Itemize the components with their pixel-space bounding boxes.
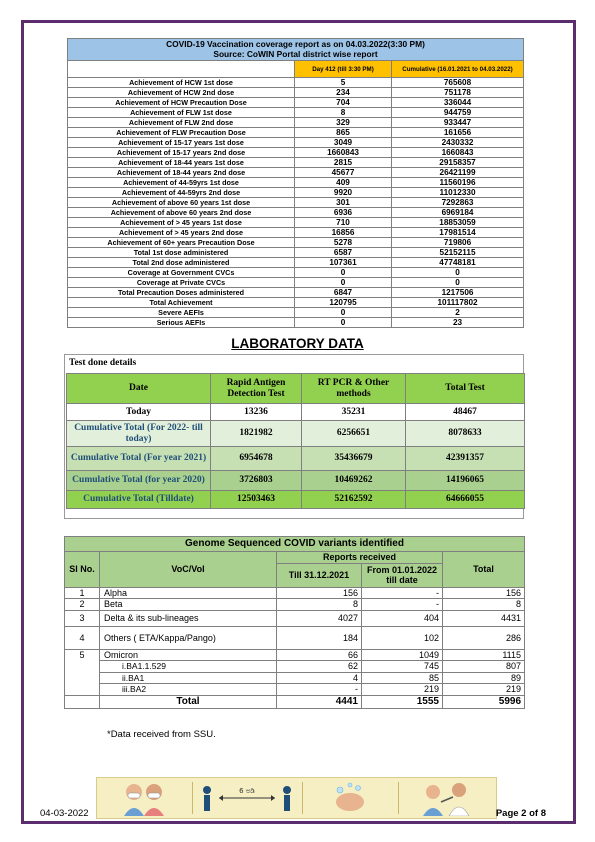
- genome-footnote: *Data received from SSU.: [107, 729, 216, 740]
- vaccination-row: [68, 198, 524, 208]
- lab-row-rtpcr: 52162592: [302, 491, 406, 509]
- genome-total-till: 4441: [277, 695, 362, 708]
- genome-row-sl: 1: [65, 587, 100, 599]
- genome-row-total: 156: [443, 587, 525, 599]
- vaccination-row-day: 0: [295, 278, 392, 288]
- vaccination-row-label: Achievement of 60+ years Precaution Dose: [68, 238, 295, 248]
- vaccination-row-label: Achievement of FLW Precaution Dose: [68, 128, 295, 138]
- vaccination-row-label: Achievement of HCW Precaution Dose: [68, 98, 295, 108]
- lab-row-label: Cumulative Total (for year 2020): [67, 471, 211, 491]
- vaccination-row-label: Achievement of > 45 years 1st dose: [68, 218, 295, 228]
- vaccination-row-label: Achievement of 15-17 years 1st dose: [68, 138, 295, 148]
- vaccination-header-day: Day 412 (till 3:30 PM): [295, 61, 392, 78]
- vaccination-row-label: Coverage at Government CVCs: [68, 268, 295, 278]
- vaccination-header-blank: [68, 61, 295, 78]
- lab-row: [67, 471, 525, 491]
- genome-row-till: 66: [277, 649, 362, 661]
- vaccination-row-cumulative: 933447: [392, 118, 524, 128]
- genome-row: [65, 587, 525, 599]
- lab-row-label: Cumulative Total (For 2022- till today): [67, 421, 211, 447]
- vaccination-row-day: 0: [295, 318, 392, 328]
- genome-row-total: 1115: [443, 649, 525, 661]
- genome-header-reports: Reports received: [277, 552, 443, 564]
- vaccination-row-day: 2815: [295, 158, 392, 168]
- lab-header-rat: Rapid Antigen Detection Test: [211, 374, 302, 404]
- genome-total-blank: [65, 695, 100, 708]
- vaccination-row: [68, 78, 524, 88]
- genome-header-sl: Sl No.: [65, 552, 100, 588]
- vaccination-row: [68, 298, 524, 308]
- genome-subrow-from: 219: [362, 684, 443, 696]
- vaccination-row: [68, 178, 524, 188]
- vaccination-row-label: Total Precaution Doses administered: [68, 288, 295, 298]
- vaccination-row-day: 8: [295, 108, 392, 118]
- vaccination-row: [68, 108, 524, 118]
- genome-row-sl: 5: [65, 649, 100, 695]
- vaccination-row: [68, 138, 524, 148]
- lab-row: [67, 421, 525, 447]
- genome-subrow-name: ii.BA1: [100, 672, 277, 684]
- vaccination-row-cumulative: 101117802: [392, 298, 524, 308]
- genome-row-till: 4027: [277, 610, 362, 626]
- genome-subrow: [65, 661, 525, 673]
- lab-caption: Test done details: [69, 358, 137, 368]
- genome-total-label: Total: [100, 695, 277, 708]
- lab-row: [67, 404, 525, 421]
- genome-subrow-name: iii.BA2: [100, 684, 277, 696]
- genome-table: [64, 536, 525, 709]
- vaccination-row: [68, 168, 524, 178]
- genome-row-total: 8: [443, 599, 525, 611]
- vaccination-row-label: Achievement of > 45 years 2nd dose: [68, 228, 295, 238]
- vaccination-row-cumulative: 11012330: [392, 188, 524, 198]
- genome-total-total: 5996: [443, 695, 525, 708]
- genome-total-row: [65, 695, 525, 708]
- vaccination-row-day: 865: [295, 128, 392, 138]
- vaccination-row: [68, 208, 524, 218]
- footer-page-number: Page 2 of 8: [495, 808, 546, 819]
- vaccination-row-label: Severe AEFIs: [68, 308, 295, 318]
- vaccination-row-cumulative: 26421199: [392, 168, 524, 178]
- distance-people-icon: [197, 780, 297, 816]
- genome-header-till: Till 31.12.2021: [277, 563, 362, 587]
- vaccination-row: [68, 188, 524, 198]
- lab-row-rtpcr: 35231: [302, 404, 406, 421]
- vaccination-row-label: Serious AEFIs: [68, 318, 295, 328]
- genome-subrow-till: 4: [277, 672, 362, 684]
- lab-row-rat: 6954678: [211, 447, 302, 471]
- genome-title: Genome Sequenced COVID variants identified: [65, 537, 525, 552]
- genome-row-from: -: [362, 599, 443, 611]
- vaccination-row-cumulative: 336044: [392, 98, 524, 108]
- vaccination-row-day: 704: [295, 98, 392, 108]
- health-banner: [96, 777, 497, 819]
- vaccination-row-cumulative: 17981514: [392, 228, 524, 238]
- vaccination-row: [68, 248, 524, 258]
- vaccination-icon: [419, 780, 475, 816]
- lab-row-rat: 1821982: [211, 421, 302, 447]
- vaccination-row-cumulative: 2: [392, 308, 524, 318]
- lab-row: [67, 447, 525, 471]
- vaccination-row-label: Total 2nd dose administered: [68, 258, 295, 268]
- vaccination-row-cumulative: 0: [392, 268, 524, 278]
- vaccination-row-cumulative: 23: [392, 318, 524, 328]
- genome-subrow-total: 219: [443, 684, 525, 696]
- vaccination-row: [68, 98, 524, 108]
- vaccination-row: [68, 228, 524, 238]
- vaccination-row-day: 107361: [295, 258, 392, 268]
- vaccination-row-label: Achievement of above 60 years 1st dose: [68, 198, 295, 208]
- vaccination-row-label: Achievement of FLW 1st dose: [68, 108, 295, 118]
- vaccination-row-cumulative: 719806: [392, 238, 524, 248]
- lab-title: LABORATORY DATA: [231, 336, 364, 351]
- lab-row-rat: 12503463: [211, 491, 302, 509]
- vaccination-row-cumulative: 1660843: [392, 148, 524, 158]
- lab-row-total: 64666055: [406, 491, 525, 509]
- lab-row-total: 48467: [406, 404, 525, 421]
- vaccination-row: [68, 308, 524, 318]
- genome-row-sl: 3: [65, 610, 100, 626]
- vaccination-row-cumulative: 944759: [392, 108, 524, 118]
- vaccination-row-cumulative: 1217506: [392, 288, 524, 298]
- vaccination-row-day: 9920: [295, 188, 392, 198]
- lab-row-rtpcr: 35436679: [302, 447, 406, 471]
- genome-row-from: 102: [362, 626, 443, 649]
- lab-row-rat: 13236: [211, 404, 302, 421]
- genome-row-name: Omicron: [100, 649, 277, 661]
- vaccination-row-label: Achievement of HCW 1st dose: [68, 78, 295, 88]
- vaccination-row-day: 710: [295, 218, 392, 228]
- vaccination-row-day: 1660843: [295, 148, 392, 158]
- genome-row-name: Delta & its sub-lineages: [100, 610, 277, 626]
- vaccination-header-cumulative: Cumulative (16.01.2021 to 04.03.2022): [392, 61, 524, 78]
- vaccination-row-cumulative: 2430332: [392, 138, 524, 148]
- vaccination-row: [68, 288, 524, 298]
- banner-segment-mask: [97, 778, 192, 818]
- genome-row-name: Beta: [100, 599, 277, 611]
- vaccination-row-cumulative: 6969184: [392, 208, 524, 218]
- vaccination-row: [68, 148, 524, 158]
- vaccination-row-cumulative: 751178: [392, 88, 524, 98]
- distance-label: 6 ಅಡಿ: [239, 787, 256, 795]
- banner-segment-vaccination: [399, 778, 497, 818]
- lab-panel: [64, 354, 524, 519]
- vaccination-table: [67, 38, 524, 328]
- vaccination-row-label: Achievement of HCW 2nd dose: [68, 88, 295, 98]
- vaccination-row: [68, 258, 524, 268]
- vaccination-row-label: Achievement of 44-59yrs 2nd dose: [68, 188, 295, 198]
- vaccination-row-day: 45677: [295, 168, 392, 178]
- genome-row: [65, 599, 525, 611]
- handwash-icon: [328, 780, 372, 816]
- vaccination-row-day: 6936: [295, 208, 392, 218]
- vaccination-row-day: 5: [295, 78, 392, 88]
- genome-row-till: 156: [277, 587, 362, 599]
- vaccination-row-day: 120795: [295, 298, 392, 308]
- lab-table: [66, 373, 525, 509]
- banner-segment-distance: [193, 778, 302, 818]
- vaccination-row-cumulative: 18853059: [392, 218, 524, 228]
- genome-row-till: 8: [277, 599, 362, 611]
- vaccination-row-day: 234: [295, 88, 392, 98]
- lab-row-label: Today: [67, 404, 211, 421]
- vaccination-row: [68, 158, 524, 168]
- vaccination-row-day: 5278: [295, 238, 392, 248]
- vaccination-row-label: Achievement of 15-17 years 2nd dose: [68, 148, 295, 158]
- lab-row-label: Cumulative Total (Tilldate): [67, 491, 211, 509]
- genome-row-name: Others ( ETA/Kappa/Pango): [100, 626, 277, 649]
- vaccination-row-cumulative: 765608: [392, 78, 524, 88]
- genome-row-from: 1049: [362, 649, 443, 661]
- genome-row-total: 286: [443, 626, 525, 649]
- lab-row-total: 42391357: [406, 447, 525, 471]
- vaccination-row-cumulative: 52152115: [392, 248, 524, 258]
- genome-subrow: [65, 672, 525, 684]
- vaccination-row: [68, 238, 524, 248]
- vaccination-row: [68, 88, 524, 98]
- genome-row-sl: 2: [65, 599, 100, 611]
- lab-row-label: Cumulative Total (For year 2021): [67, 447, 211, 471]
- vaccination-row-day: 0: [295, 268, 392, 278]
- lab-header-date: Date: [67, 374, 211, 404]
- vaccination-title: COVID-19 Vaccination coverage report as on 04.03.2022(3:30 PM): [68, 39, 524, 50]
- vaccination-row-day: 0: [295, 308, 392, 318]
- lab-row-rtpcr: 10469262: [302, 471, 406, 491]
- vaccination-row-cumulative: 47748181: [392, 258, 524, 268]
- vaccination-row: [68, 128, 524, 138]
- genome-row: [65, 610, 525, 626]
- genome-row-from: 404: [362, 610, 443, 626]
- genome-header-voc: VoC/VoI: [100, 552, 277, 588]
- vaccination-row-day: 16856: [295, 228, 392, 238]
- genome-row-sl: 4: [65, 626, 100, 649]
- vaccination-row-day: 6847: [295, 288, 392, 298]
- genome-subrow-till: -: [277, 684, 362, 696]
- lab-row-rat: 3726803: [211, 471, 302, 491]
- genome-subrow-from: 745: [362, 661, 443, 673]
- lab-row-rtpcr: 6256651: [302, 421, 406, 447]
- vaccination-row-label: Achievement of 18-44 years 1st dose: [68, 158, 295, 168]
- vaccination-row-day: 301: [295, 198, 392, 208]
- vaccination-row-cumulative: 11560196: [392, 178, 524, 188]
- genome-subrow-name: i.BA1.1.529: [100, 661, 277, 673]
- vaccination-row-label: Achievement of above 60 years 2nd dose: [68, 208, 295, 218]
- genome-subrow-total: 807: [443, 661, 525, 673]
- vaccination-source: Source: CoWIN Portal district wise report: [68, 50, 524, 61]
- vaccination-row-label: Achievement of FLW 2nd dose: [68, 118, 295, 128]
- vaccination-row: [68, 278, 524, 288]
- vaccination-row-day: 3049: [295, 138, 392, 148]
- vaccination-row-day: 6587: [295, 248, 392, 258]
- vaccination-row-label: Total Achievement: [68, 298, 295, 308]
- lab-row: [67, 491, 525, 509]
- genome-row: [65, 649, 525, 661]
- footer-date: 04-03-2022: [40, 808, 89, 819]
- lab-header-total: Total Test: [406, 374, 525, 404]
- genome-row-from: -: [362, 587, 443, 599]
- genome-subrow-total: 89: [443, 672, 525, 684]
- vaccination-row: [68, 218, 524, 228]
- vaccination-rows: [68, 78, 524, 328]
- vaccination-row: [68, 118, 524, 128]
- vaccination-row-label: Achievement of 18-44 years 2nd dose: [68, 168, 295, 178]
- vaccination-row-cumulative: 0: [392, 278, 524, 288]
- vaccination-row-day: 329: [295, 118, 392, 128]
- genome-header-from: From 01.01.2022 till date: [362, 563, 443, 587]
- vaccination-row-cumulative: 29158357: [392, 158, 524, 168]
- vaccination-row-cumulative: 161656: [392, 128, 524, 138]
- genome-subrow-till: 62: [277, 661, 362, 673]
- lab-row-total: 8078633: [406, 421, 525, 447]
- lab-row-total: 14196065: [406, 471, 525, 491]
- genome-total-from: 1555: [362, 695, 443, 708]
- vaccination-row-cumulative: 7292863: [392, 198, 524, 208]
- banner-segment-handwash: [303, 778, 398, 818]
- genome-subrow: [65, 684, 525, 696]
- vaccination-row-label: Total 1st dose administered: [68, 248, 295, 258]
- vaccination-row: [68, 318, 524, 328]
- genome-row: [65, 626, 525, 649]
- genome-header-total: Total: [443, 552, 525, 588]
- vaccination-row: [68, 268, 524, 278]
- lab-header-rtpcr: RT PCR & Other methods: [302, 374, 406, 404]
- masked-people-icon: [118, 780, 170, 816]
- genome-row-total: 4431: [443, 610, 525, 626]
- vaccination-row-day: 409: [295, 178, 392, 188]
- genome-subrow-from: 85: [362, 672, 443, 684]
- genome-row-name: Alpha: [100, 587, 277, 599]
- genome-row-till: 184: [277, 626, 362, 649]
- vaccination-row-label: Coverage at Private CVCs: [68, 278, 295, 288]
- vaccination-row-label: Achievement of 44-59yrs 1st dose: [68, 178, 295, 188]
